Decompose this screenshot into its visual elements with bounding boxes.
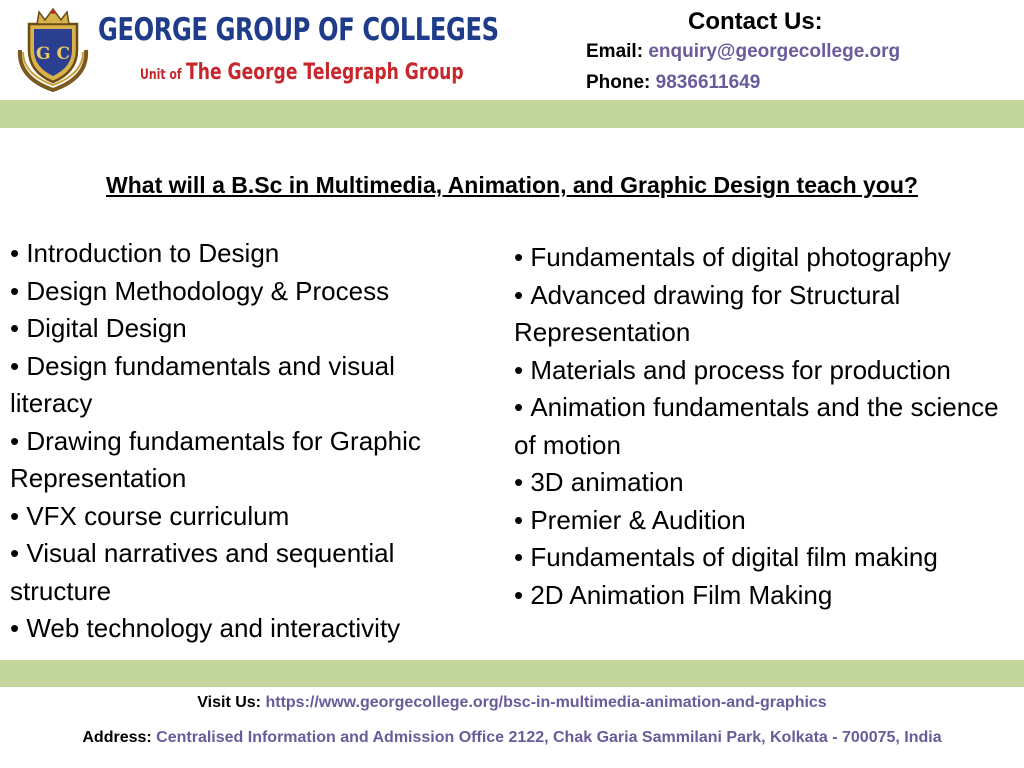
list-item: • Fundamentals of digital photography (514, 239, 1014, 277)
brand-title: GEORGE GROUP OF COLLEGES (98, 12, 499, 48)
list-item: • Drawing fundamentals for Graphic Representation (10, 423, 480, 498)
brand-sub-unit: Unit of (140, 67, 182, 83)
email-link[interactable]: enquiry@georgecollege.org (648, 41, 901, 62)
email-line (586, 41, 900, 63)
contact-title: Contact Us: (688, 8, 823, 35)
brand-subtitle (140, 60, 464, 85)
address-line (0, 729, 1024, 747)
list-item: • Fundamentals of digital film making (514, 539, 1014, 577)
phone-link[interactable]: 9836611649 (655, 72, 761, 93)
email-label: Email: (586, 41, 644, 62)
list-item: • Visual narratives and sequential structure (10, 535, 480, 610)
list-item: • Premier & Audition (514, 502, 1014, 540)
list-item: • Introduction to Design (10, 235, 480, 273)
list-item: • Advanced drawing for Structural Representation (514, 277, 1014, 352)
list-item: • Digital Design (10, 310, 480, 348)
phone-label: Phone: (586, 72, 651, 93)
brand-sub-name: The George Telegraph Group (186, 60, 464, 85)
visit-url-link[interactable]: https://www.georgecollege.org/bsc-in-multimedia-animation-and-graphics (265, 694, 827, 711)
list-item: • Web technology and interactivity (10, 610, 480, 648)
list-item: • Design fundamentals and visual literacy (10, 348, 480, 423)
list-item: • 3D animation (514, 464, 1014, 502)
list-item: • VFX course curriculum (10, 498, 480, 536)
list-item: • 2D Animation Film Making (514, 577, 1014, 615)
visit-line (0, 694, 1024, 712)
address-value: Centralised Information and Admission Office 2122, Chak Garia Sammilani Park, Kolkata - 700075, India (156, 729, 942, 746)
list-item: • Materials and process for production (514, 352, 1014, 390)
right-topic-list (514, 239, 1014, 614)
address-label: Address: (82, 729, 152, 746)
bottom-divider-band (0, 660, 1024, 687)
list-item: • Design Methodology & Process (10, 273, 480, 311)
phone-line (586, 72, 760, 94)
page-heading: What will a B.Sc in Multimedia, Animation, and Graphic Design teach you? (106, 172, 918, 198)
college-crest-icon (14, 6, 92, 92)
logo-monogram: G C (36, 44, 70, 64)
list-item: • Animation fundamentals and the science of motion (514, 389, 1014, 464)
top-divider-band (0, 100, 1024, 128)
left-topic-list (10, 235, 480, 648)
visit-label: Visit Us: (197, 694, 262, 711)
